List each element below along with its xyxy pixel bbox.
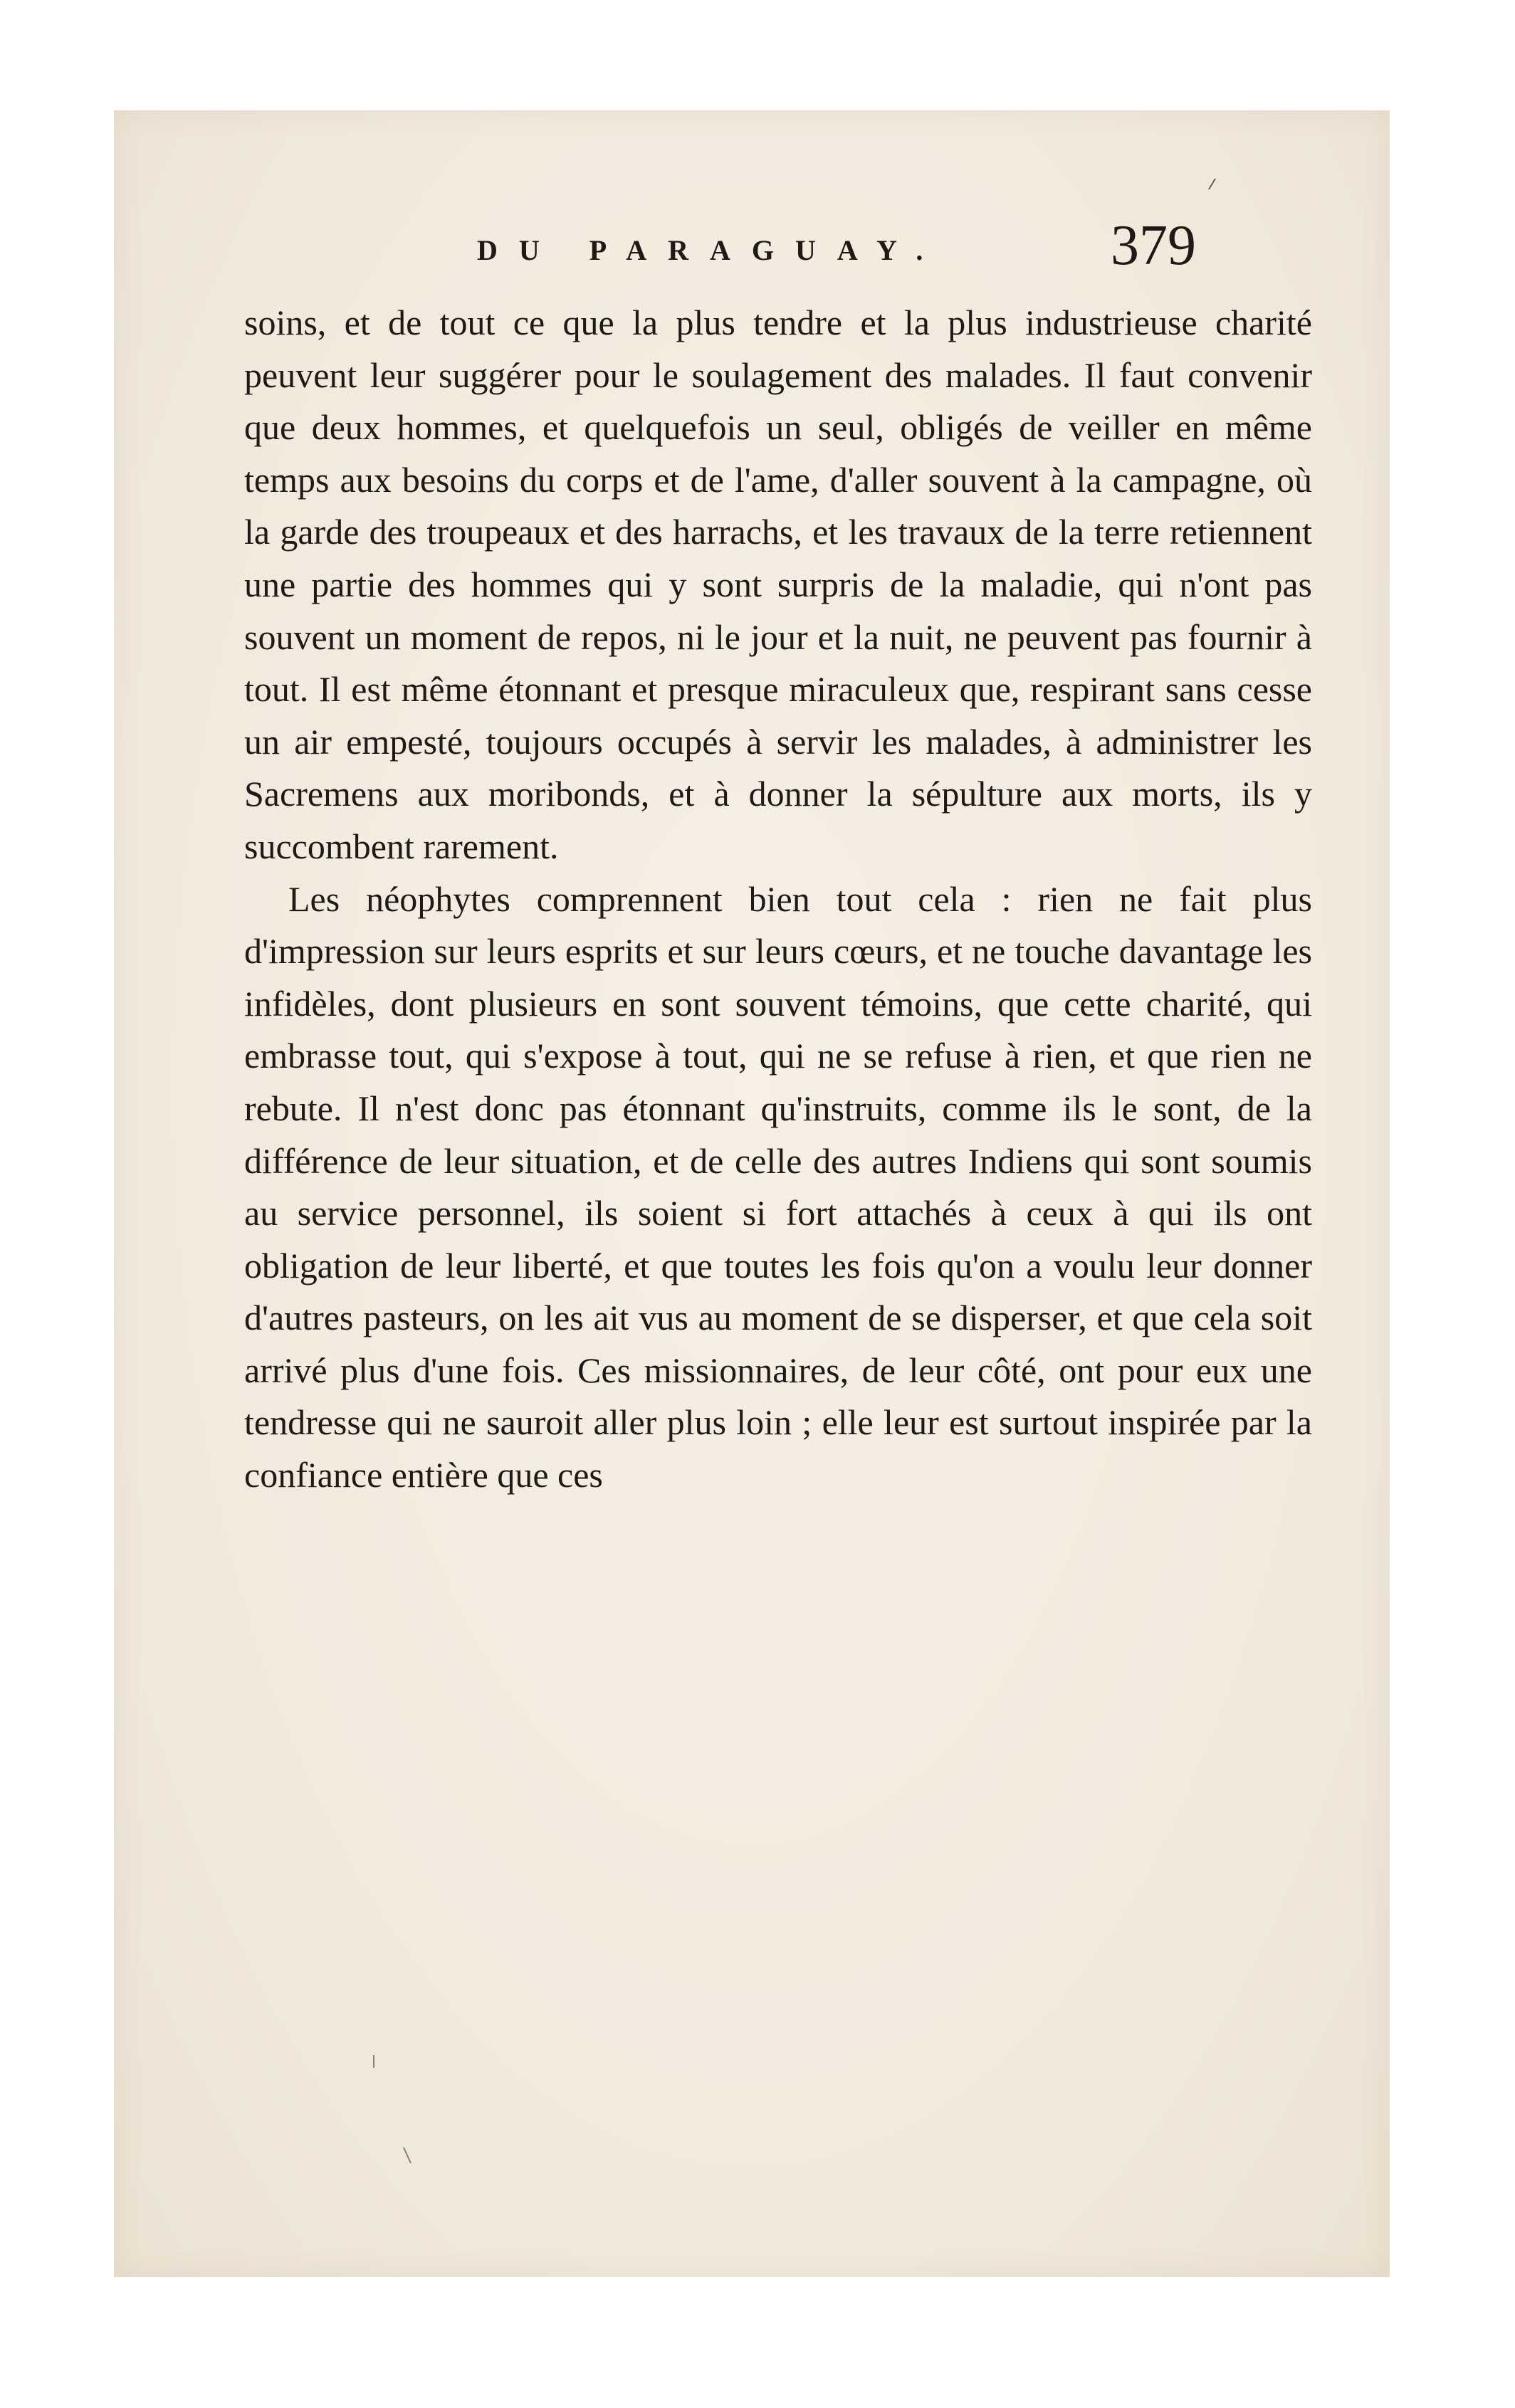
paragraph-1: soins, et de tout ce que la plus tendre et la plus industrieuse charité peuvent leur suggérer pour le soulagement des malades. Il faut convenir que deux hommes, et quelquefois un seul, obligés de veiller en même temps aux besoins du corps et de l'ame, d'aller souvent à la campagne, où la garde des troupeaux et des harrachs, et les travaux de la terre retiennent une partie des hommes qui y sont surpris de la maladie, qui n'ont pas souvent un moment de repos, ni le jour et la nuit, ne peuvent pas fournir à tout. Il est même étonnant et presque miraculeux que, respirant sans cesse un air empesté, toujours occupés à servir les malades, à administrer les Sacremens aux moribonds, et à donner la sépulture aux morts, ils y succombent rarement. (244, 303, 1312, 866)
running-title: DU PARAGUAY. (477, 234, 945, 266)
stray-mark-icon (370, 2054, 377, 2069)
page-number: 379 (1111, 214, 1196, 277)
body-text (244, 297, 1312, 1502)
book-page (114, 110, 1390, 2277)
stray-mark-icon (402, 2146, 412, 2165)
stray-mark-icon (1207, 178, 1217, 191)
paragraph-2: Les néophytes comprennent bien tout cela : rien ne fait plus d'impression sur leurs esprits et sur leurs cœurs, et ne touche davantage les infidèles, dont plusieurs en sont souvent témoins, que cette charité, qui embrasse tout, qui s'expose à tout, qui ne se refuse à rien, et que rien ne rebute. Il n'est donc pas étonnant qu'instruits, comme ils le sont, de la différence de leur situation, et de celle des autres Indiens qui sont soumis au service personnel, ils soient si fort attachés à ceux à qui ils ont obligation de leur liberté, et que toutes les fois qu'on a voulu leur donner d'autres pasteurs, on les ait vus au moment de se disperser, et que cela soit arrivé plus d'une fois. Ces missionnaires, de leur côté, ont pour eux une tendresse qui ne sauroit aller plus loin ; elle leur est surtout inspirée par la confiance entière que ces (244, 878, 1312, 1495)
page-header (114, 214, 1390, 299)
